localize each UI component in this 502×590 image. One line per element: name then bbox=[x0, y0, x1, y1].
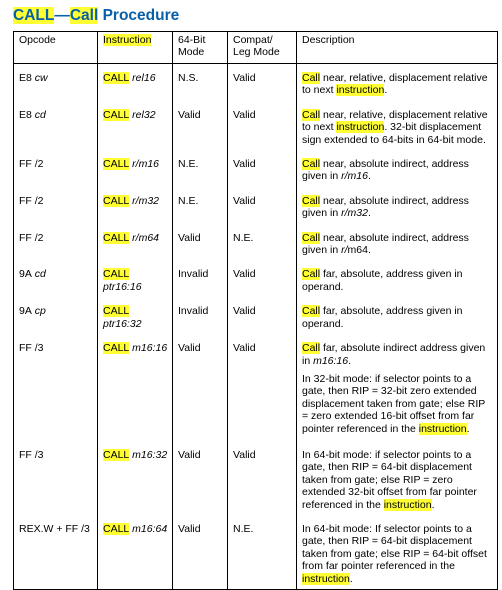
compat-cell: N.E. bbox=[228, 515, 297, 590]
compat-cell: Valid bbox=[228, 64, 297, 101]
description-cell: Call near, relative, displacement relative to next instruction. 32-bit displacement sign extended to 64-bits in 64-bit mode. bbox=[297, 101, 498, 150]
instruction-table bbox=[13, 31, 498, 590]
mode64-cell: N.S. bbox=[173, 64, 228, 101]
compat-cell: Valid bbox=[228, 150, 297, 187]
table-row bbox=[14, 101, 498, 150]
mode64-cell: N.E. bbox=[173, 150, 228, 187]
mode64-cell: Invalid bbox=[173, 260, 228, 297]
title-dash: — bbox=[54, 7, 70, 24]
instruction-cell: CALL ptr16:32 bbox=[98, 297, 173, 334]
description-cell: Call far, absolute, address given in operand. bbox=[297, 297, 498, 334]
description-cell: In 64-bit mode: if selector points to a gate, then RIP = 64-bit displacement taken from gate; else RIP = zero extended 32-bit offset from far pointer referenced in the instruction. bbox=[297, 441, 498, 515]
instruction-cell: CALL r/m32 bbox=[98, 187, 173, 224]
table-row bbox=[14, 187, 498, 224]
table-row bbox=[14, 150, 498, 187]
page-title bbox=[13, 5, 179, 27]
compat-cell: Valid bbox=[228, 441, 297, 515]
mode64-cell: N.E. bbox=[173, 187, 228, 224]
description-cell: Call far, absolute indirect address given in m16:16. bbox=[297, 334, 498, 371]
opcode-cell: 9A cp bbox=[14, 297, 98, 334]
mode64-cell: Valid bbox=[173, 334, 228, 371]
table-row bbox=[14, 515, 498, 590]
header-description: Description bbox=[297, 32, 498, 64]
instruction-cell: CALL rel32 bbox=[98, 101, 173, 150]
opcode-cell: FF /3 bbox=[14, 441, 98, 515]
title-call-word: Call bbox=[69, 7, 99, 24]
instruction-cell: CALL ptr16:16 bbox=[98, 260, 173, 297]
header-64bit-mode: 64-Bit Mode bbox=[173, 32, 228, 64]
table-row bbox=[14, 441, 498, 515]
description-cell: In 64-bit mode: If selector points to a gate, then RIP = 64-bit displacement taken from gate; else RIP = 64-bit offset from far pointer referenced in the instruction. bbox=[297, 515, 498, 590]
opcode-cell: E8 cd bbox=[14, 101, 98, 150]
table-row bbox=[14, 297, 498, 334]
description-cell: Call near, absolute indirect, address given in r/m32. bbox=[297, 187, 498, 224]
title-call-highlight: CALL bbox=[13, 7, 55, 24]
opcode-cell: FF /3 bbox=[14, 334, 98, 371]
table-row bbox=[14, 64, 498, 101]
mode64-cell: Valid bbox=[173, 224, 228, 261]
header-compat-leg-mode: Compat/ Leg Mode bbox=[228, 32, 297, 64]
instruction-cell: CALL m16:16 bbox=[98, 334, 173, 371]
compat-cell: Valid bbox=[228, 334, 297, 371]
opcode-cell: FF /2 bbox=[14, 224, 98, 261]
description-cell: Call near, absolute indirect, address given in r/m16. bbox=[297, 150, 498, 187]
compat-cell: Valid bbox=[228, 187, 297, 224]
opcode-cell: REX.W + FF /3 bbox=[14, 515, 98, 590]
description-cell: Call near, relative, displacement relative to next instruction. bbox=[297, 64, 498, 101]
opcode-cell: FF /2 bbox=[14, 150, 98, 187]
table-row bbox=[14, 260, 498, 297]
instruction-cell: CALL r/m64 bbox=[98, 224, 173, 261]
description-cell: In 32-bit mode: if selector points to a gate, then RIP = 32-bit zero extended displacement taken from gate; else RIP = zero extended 16-bit offset from far pointer referenced in the instruction. bbox=[297, 371, 498, 441]
instruction-cell: CALL rel16 bbox=[98, 64, 173, 101]
compat-cell: N.E. bbox=[228, 224, 297, 261]
compat-cell: Valid bbox=[228, 260, 297, 297]
header-instruction: Instruction bbox=[98, 32, 173, 64]
compat-cell: Valid bbox=[228, 101, 297, 150]
instruction-cell: CALL r/m16 bbox=[98, 150, 173, 187]
opcode-cell: E8 cw bbox=[14, 64, 98, 101]
header-opcode: Opcode bbox=[14, 32, 98, 64]
table-header-row bbox=[14, 32, 498, 64]
opcode-cell: 9A cd bbox=[14, 260, 98, 297]
mode64-cell: Valid bbox=[173, 101, 228, 150]
title-rest: Procedure bbox=[98, 7, 180, 24]
opcode-cell: FF /2 bbox=[14, 187, 98, 224]
instruction-cell: CALL m16:32 bbox=[98, 441, 173, 515]
mode64-cell: Invalid bbox=[173, 297, 228, 334]
description-cell: Call far, absolute, address given in operand. bbox=[297, 260, 498, 297]
mode64-cell: Valid bbox=[173, 515, 228, 590]
compat-cell: Valid bbox=[228, 297, 297, 334]
description-cell: Call near, absolute indirect, address given in r/m64. bbox=[297, 224, 498, 261]
table-row bbox=[14, 224, 498, 261]
table-row bbox=[14, 334, 498, 371]
table-row-continuation bbox=[14, 371, 498, 441]
mode64-cell: Valid bbox=[173, 441, 228, 515]
instruction-cell: CALL m16:64 bbox=[98, 515, 173, 590]
